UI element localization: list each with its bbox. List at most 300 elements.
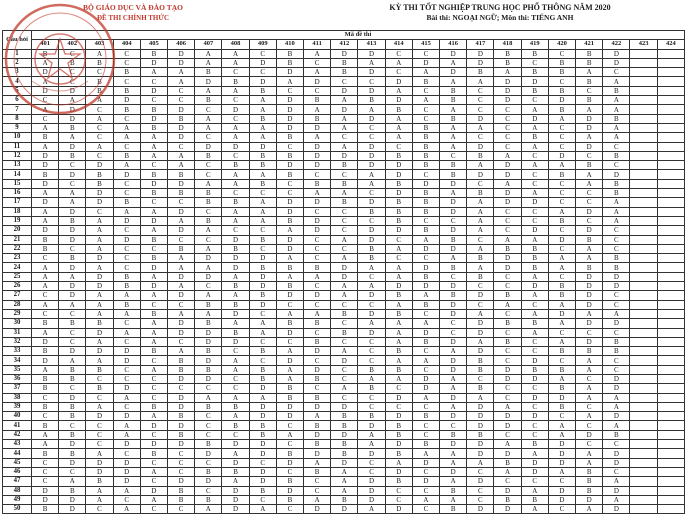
answer-cell: C bbox=[140, 458, 167, 467]
answer-cell: A bbox=[576, 449, 603, 458]
exam-code-408: 408 bbox=[222, 40, 249, 49]
answer-cell: B bbox=[331, 161, 358, 170]
answer-cell: D bbox=[113, 96, 140, 105]
answer-cell: B bbox=[140, 347, 167, 356]
answer-cell: C bbox=[59, 161, 86, 170]
answer-cell: B bbox=[440, 235, 467, 244]
answer-cell bbox=[630, 272, 657, 281]
answer-cell: D bbox=[440, 365, 467, 374]
answer-cell: D bbox=[521, 412, 548, 421]
answer-cell: B bbox=[304, 440, 331, 449]
answer-cell: D bbox=[59, 440, 86, 449]
answer-cell bbox=[630, 189, 657, 198]
table-row bbox=[3, 189, 685, 198]
answer-cell: C bbox=[412, 49, 439, 58]
answer-cell: D bbox=[412, 458, 439, 467]
answer-cell: C bbox=[494, 430, 521, 439]
answer-cell: B bbox=[576, 486, 603, 495]
exam-code-410: 410 bbox=[276, 40, 303, 49]
answer-cell: B bbox=[521, 365, 548, 374]
answer-cell: A bbox=[168, 282, 195, 291]
answer-cell: B bbox=[385, 449, 412, 458]
answer-cell: A bbox=[548, 254, 575, 263]
answer-cell: C bbox=[494, 477, 521, 486]
answer-cell: A bbox=[385, 374, 412, 383]
answer-cell: A bbox=[276, 77, 303, 86]
answer-cell: A bbox=[331, 477, 358, 486]
answer-cell: A bbox=[412, 495, 439, 504]
answer-cell: D bbox=[521, 114, 548, 123]
answer-cell: A bbox=[195, 393, 222, 402]
answer-cell: D bbox=[59, 393, 86, 402]
answer-cell: D bbox=[304, 402, 331, 411]
answer-cell: B bbox=[358, 254, 385, 263]
answer-cell: C bbox=[86, 151, 113, 160]
answer-cell: B bbox=[603, 263, 630, 272]
answer-cell: D bbox=[276, 486, 303, 495]
answer-cell bbox=[630, 226, 657, 235]
answer-cell: D bbox=[358, 142, 385, 151]
answer-cell: A bbox=[113, 505, 140, 514]
answer-cell: A bbox=[440, 384, 467, 393]
answer-cell: A bbox=[222, 356, 249, 365]
answer-cell: B bbox=[168, 495, 195, 504]
answer-cell: B bbox=[467, 272, 494, 281]
answer-cell: A bbox=[304, 495, 331, 504]
answer-cell: A bbox=[222, 49, 249, 58]
answer-cell: D bbox=[331, 402, 358, 411]
answer-cell: A bbox=[494, 68, 521, 77]
question-number: 6 bbox=[3, 96, 32, 105]
question-number: 13 bbox=[3, 161, 32, 170]
answer-cell: B bbox=[32, 449, 59, 458]
answer-cell: C bbox=[331, 207, 358, 216]
answer-cell: C bbox=[331, 337, 358, 346]
answer-cell: D bbox=[140, 486, 167, 495]
answer-cell: B bbox=[113, 198, 140, 207]
answer-cell: A bbox=[249, 216, 276, 225]
answer-cell bbox=[657, 244, 684, 253]
answer-cell: D bbox=[168, 226, 195, 235]
answer-cell bbox=[630, 123, 657, 132]
answer-cell: A bbox=[168, 216, 195, 225]
answer-cell bbox=[657, 96, 684, 105]
answer-cell bbox=[630, 300, 657, 309]
answer-cell: A bbox=[358, 430, 385, 439]
answer-cell: A bbox=[440, 477, 467, 486]
answer-cell: C bbox=[358, 272, 385, 281]
answer-cell: A bbox=[249, 170, 276, 179]
answer-cell: A bbox=[304, 272, 331, 281]
answer-cell: A bbox=[494, 440, 521, 449]
answer-cell: D bbox=[249, 272, 276, 281]
answer-cell: D bbox=[113, 347, 140, 356]
answer-cell: A bbox=[222, 216, 249, 225]
answer-cell: A bbox=[168, 263, 195, 272]
question-number: 1 bbox=[3, 49, 32, 58]
answer-cell: B bbox=[385, 365, 412, 374]
answer-cell: B bbox=[548, 365, 575, 374]
answer-cell: B bbox=[603, 179, 630, 188]
answer-cell bbox=[657, 207, 684, 216]
answer-cell: A bbox=[331, 254, 358, 263]
answer-cell: D bbox=[385, 412, 412, 421]
answer-cell: B bbox=[140, 105, 167, 114]
answer-cell: D bbox=[548, 235, 575, 244]
answer-cell: B bbox=[603, 151, 630, 160]
answer-cell: A bbox=[467, 216, 494, 225]
answer-cell: A bbox=[276, 272, 303, 281]
answer-cell: A bbox=[304, 133, 331, 142]
answer-cell: C bbox=[304, 356, 331, 365]
question-number: 45 bbox=[3, 458, 32, 467]
exam-code-406: 406 bbox=[168, 40, 195, 49]
answer-cell: C bbox=[304, 207, 331, 216]
answer-cell: B bbox=[59, 430, 86, 439]
answer-cell: D bbox=[195, 477, 222, 486]
answer-cell: B bbox=[168, 365, 195, 374]
answer-cell: B bbox=[385, 477, 412, 486]
answer-cell bbox=[630, 319, 657, 328]
answer-cell: B bbox=[331, 440, 358, 449]
answer-cell: B bbox=[195, 319, 222, 328]
answer-cell: A bbox=[548, 114, 575, 123]
answer-cell: C bbox=[521, 402, 548, 411]
answer-cell: B bbox=[168, 430, 195, 439]
answer-cell bbox=[657, 300, 684, 309]
answer-cell: B bbox=[168, 114, 195, 123]
answer-cell: B bbox=[548, 291, 575, 300]
answer-cell: D bbox=[576, 300, 603, 309]
answer-cell: A bbox=[113, 123, 140, 132]
answer-cell: C bbox=[249, 337, 276, 346]
answer-cell: A bbox=[59, 189, 86, 198]
answer-cell: C bbox=[412, 486, 439, 495]
answer-cell: C bbox=[412, 114, 439, 123]
answer-cell bbox=[630, 86, 657, 95]
answer-cell: C bbox=[331, 226, 358, 235]
answer-cell: D bbox=[276, 402, 303, 411]
table-row bbox=[3, 282, 685, 291]
answer-cell: D bbox=[249, 254, 276, 263]
answer-cell: C bbox=[576, 328, 603, 337]
answer-cell: C bbox=[59, 421, 86, 430]
answer-cell: C bbox=[467, 374, 494, 383]
answer-cell: B bbox=[304, 179, 331, 188]
answer-cell: C bbox=[548, 198, 575, 207]
answer-cell: A bbox=[140, 291, 167, 300]
table-row bbox=[3, 430, 685, 439]
answer-cell: C bbox=[168, 505, 195, 514]
answer-cell: C bbox=[59, 244, 86, 253]
answer-cell: D bbox=[576, 207, 603, 216]
question-number: 48 bbox=[3, 486, 32, 495]
exam-code-401: 401 bbox=[32, 40, 59, 49]
answer-cell: A bbox=[576, 365, 603, 374]
answer-cell: C bbox=[304, 86, 331, 95]
answer-cell: D bbox=[59, 114, 86, 123]
answer-cell: B bbox=[276, 393, 303, 402]
answer-cell: D bbox=[195, 328, 222, 337]
answer-cell: D bbox=[32, 486, 59, 495]
answer-cell: B bbox=[276, 263, 303, 272]
answer-cell: B bbox=[440, 263, 467, 272]
answer-cell: C bbox=[548, 77, 575, 86]
answer-cell: B bbox=[168, 356, 195, 365]
answer-cell: D bbox=[440, 68, 467, 77]
answer-cell: A bbox=[494, 179, 521, 188]
answer-cell: B bbox=[32, 374, 59, 383]
answer-cell: B bbox=[331, 495, 358, 504]
answer-cell: B bbox=[331, 198, 358, 207]
answer-cell: B bbox=[467, 254, 494, 263]
answer-cell: A bbox=[86, 142, 113, 151]
answer-cell: C bbox=[59, 328, 86, 337]
answer-cell: A bbox=[249, 198, 276, 207]
answer-cell: A bbox=[249, 105, 276, 114]
answer-cell: A bbox=[276, 254, 303, 263]
answer-cell: C bbox=[358, 347, 385, 356]
answer-cell: D bbox=[603, 412, 630, 421]
answer-cell: A bbox=[32, 263, 59, 272]
answer-cell bbox=[657, 105, 684, 114]
answer-cell: A bbox=[140, 142, 167, 151]
answer-cell: A bbox=[331, 291, 358, 300]
answer-cell bbox=[630, 291, 657, 300]
answer-cell: D bbox=[222, 309, 249, 318]
answer-cell: C bbox=[440, 328, 467, 337]
answer-cell: B bbox=[195, 440, 222, 449]
answer-cell: C bbox=[222, 189, 249, 198]
answer-cell: C bbox=[249, 68, 276, 77]
answer-cell: B bbox=[249, 179, 276, 188]
answer-cell: C bbox=[32, 96, 59, 105]
answer-cell: D bbox=[249, 142, 276, 151]
answer-cell: A bbox=[113, 291, 140, 300]
answer-cell: D bbox=[440, 309, 467, 318]
answer-cell: D bbox=[276, 328, 303, 337]
answer-cell: C bbox=[222, 347, 249, 356]
answer-cell: C bbox=[195, 458, 222, 467]
answer-cell: D bbox=[358, 151, 385, 160]
answer-cell: B bbox=[385, 291, 412, 300]
answer-cell: B bbox=[412, 272, 439, 281]
answer-cell: D bbox=[140, 282, 167, 291]
answer-cell: C bbox=[195, 384, 222, 393]
answer-cell: D bbox=[304, 77, 331, 86]
answer-cell: C bbox=[195, 207, 222, 216]
answer-cell: D bbox=[494, 170, 521, 179]
answer-cell bbox=[657, 49, 684, 58]
answer-cell: A bbox=[304, 309, 331, 318]
answer-cell: D bbox=[467, 58, 494, 67]
answer-cell: D bbox=[59, 263, 86, 272]
answer-cell: C bbox=[521, 430, 548, 439]
answer-cell bbox=[630, 421, 657, 430]
answer-cell: D bbox=[440, 300, 467, 309]
answer-cell: D bbox=[331, 263, 358, 272]
exam-code-417: 417 bbox=[467, 40, 494, 49]
answer-cell: A bbox=[331, 114, 358, 123]
answer-cell: B bbox=[304, 337, 331, 346]
question-number: 12 bbox=[3, 151, 32, 160]
answer-cell: C bbox=[494, 309, 521, 318]
answer-cell: A bbox=[140, 319, 167, 328]
answer-cell: D bbox=[385, 467, 412, 476]
answer-cell: C bbox=[140, 393, 167, 402]
answer-cell: D bbox=[86, 412, 113, 421]
table-row bbox=[3, 198, 685, 207]
answer-cell: D bbox=[467, 440, 494, 449]
answer-cell: B bbox=[467, 384, 494, 393]
answer-cell: A bbox=[113, 133, 140, 142]
answer-cell bbox=[630, 282, 657, 291]
answer-cell: B bbox=[276, 449, 303, 458]
answer-cell: D bbox=[440, 337, 467, 346]
answer-cell: C bbox=[304, 300, 331, 309]
answer-cell: B bbox=[358, 365, 385, 374]
answer-cell: D bbox=[576, 272, 603, 281]
answer-cell: C bbox=[222, 430, 249, 439]
answer-cell: C bbox=[276, 189, 303, 198]
answer-cell: D bbox=[304, 347, 331, 356]
answer-cell: A bbox=[222, 412, 249, 421]
question-number: 47 bbox=[3, 477, 32, 486]
answer-cell: C bbox=[86, 430, 113, 439]
answer-cell: D bbox=[168, 402, 195, 411]
answer-cell: C bbox=[168, 300, 195, 309]
question-number: 7 bbox=[3, 105, 32, 114]
answer-cell: C bbox=[603, 161, 630, 170]
answer-cell: A bbox=[276, 226, 303, 235]
answer-cell: C bbox=[440, 216, 467, 225]
answer-cell: D bbox=[440, 207, 467, 216]
answer-cell: A bbox=[467, 244, 494, 253]
question-number: 49 bbox=[3, 495, 32, 504]
question-number: 23 bbox=[3, 254, 32, 263]
answer-cell: B bbox=[32, 402, 59, 411]
answer-cell: D bbox=[304, 123, 331, 132]
answer-cell: C bbox=[249, 309, 276, 318]
answer-cell: B bbox=[140, 170, 167, 179]
answer-cell: D bbox=[113, 235, 140, 244]
answer-cell: A bbox=[603, 96, 630, 105]
exam-code-418: 418 bbox=[494, 40, 521, 49]
answer-cell: D bbox=[32, 495, 59, 504]
answer-cell: B bbox=[249, 114, 276, 123]
answer-cell: D bbox=[358, 486, 385, 495]
exam-code-419: 419 bbox=[521, 40, 548, 49]
answer-cell: B bbox=[548, 282, 575, 291]
answer-cell: D bbox=[440, 440, 467, 449]
answer-cell: A bbox=[358, 505, 385, 514]
answer-cell: D bbox=[276, 96, 303, 105]
answer-cell: C bbox=[276, 440, 303, 449]
answer-cell: B bbox=[195, 365, 222, 374]
answer-cell: B bbox=[59, 123, 86, 132]
answer-cell: C bbox=[412, 254, 439, 263]
table-row bbox=[3, 272, 685, 281]
answer-cell: C bbox=[331, 365, 358, 374]
answer-cell: D bbox=[331, 272, 358, 281]
question-number: 15 bbox=[3, 179, 32, 188]
answer-cell: A bbox=[140, 68, 167, 77]
question-number: 44 bbox=[3, 449, 32, 458]
answer-cell: C bbox=[521, 207, 548, 216]
question-number: 33 bbox=[3, 347, 32, 356]
answer-cell: B bbox=[249, 365, 276, 374]
table-row bbox=[3, 179, 685, 188]
answer-cell: C bbox=[385, 68, 412, 77]
answer-cell bbox=[657, 77, 684, 86]
answer-cell: D bbox=[140, 440, 167, 449]
answer-cell bbox=[657, 291, 684, 300]
answer-cell: A bbox=[412, 68, 439, 77]
answer-cell: A bbox=[59, 198, 86, 207]
answer-cell: C bbox=[603, 235, 630, 244]
question-number: 39 bbox=[3, 402, 32, 411]
answer-cell: A bbox=[32, 440, 59, 449]
answer-cell: D bbox=[276, 68, 303, 77]
answer-cell bbox=[657, 86, 684, 95]
answer-cell: A bbox=[32, 207, 59, 216]
answer-cell: C bbox=[113, 189, 140, 198]
answer-cell: A bbox=[358, 105, 385, 114]
answer-cell: A bbox=[249, 393, 276, 402]
answer-cell: D bbox=[59, 207, 86, 216]
answer-cell: D bbox=[168, 393, 195, 402]
answer-cell: D bbox=[467, 421, 494, 430]
answer-cell: D bbox=[222, 440, 249, 449]
answer-cell: A bbox=[32, 123, 59, 132]
answer-cell: B bbox=[440, 170, 467, 179]
answer-cell: D bbox=[32, 179, 59, 188]
answer-cell: C bbox=[276, 300, 303, 309]
answer-cell: A bbox=[467, 123, 494, 132]
answer-cell: D bbox=[440, 412, 467, 421]
answer-cell: B bbox=[412, 123, 439, 132]
answer-cell: C bbox=[140, 374, 167, 383]
answer-cell: A bbox=[385, 319, 412, 328]
answer-cell: A bbox=[467, 337, 494, 346]
answer-cell: B bbox=[249, 161, 276, 170]
answer-cell: A bbox=[86, 449, 113, 458]
answer-cell: D bbox=[385, 226, 412, 235]
answer-cell: B bbox=[140, 402, 167, 411]
answer-cell: C bbox=[304, 282, 331, 291]
answer-cell: A bbox=[385, 123, 412, 132]
answer-cell bbox=[630, 402, 657, 411]
answer-cell: C bbox=[222, 114, 249, 123]
exam-code-414: 414 bbox=[385, 40, 412, 49]
answer-cell: D bbox=[440, 226, 467, 235]
answer-cell: C bbox=[32, 254, 59, 263]
answer-cell: A bbox=[440, 105, 467, 114]
answer-cell: D bbox=[412, 244, 439, 253]
answer-cell: A bbox=[86, 337, 113, 346]
answer-cell: C bbox=[304, 170, 331, 179]
answer-cell: D bbox=[331, 505, 358, 514]
answer-cell: B bbox=[59, 449, 86, 458]
answer-cell: C bbox=[521, 300, 548, 309]
answer-cell: C bbox=[412, 347, 439, 356]
question-number: 40 bbox=[3, 412, 32, 421]
answer-cell: D bbox=[412, 282, 439, 291]
exam-code-402: 402 bbox=[59, 40, 86, 49]
answer-cell bbox=[630, 254, 657, 263]
answer-cell: C bbox=[548, 49, 575, 58]
answer-cell: D bbox=[113, 467, 140, 476]
